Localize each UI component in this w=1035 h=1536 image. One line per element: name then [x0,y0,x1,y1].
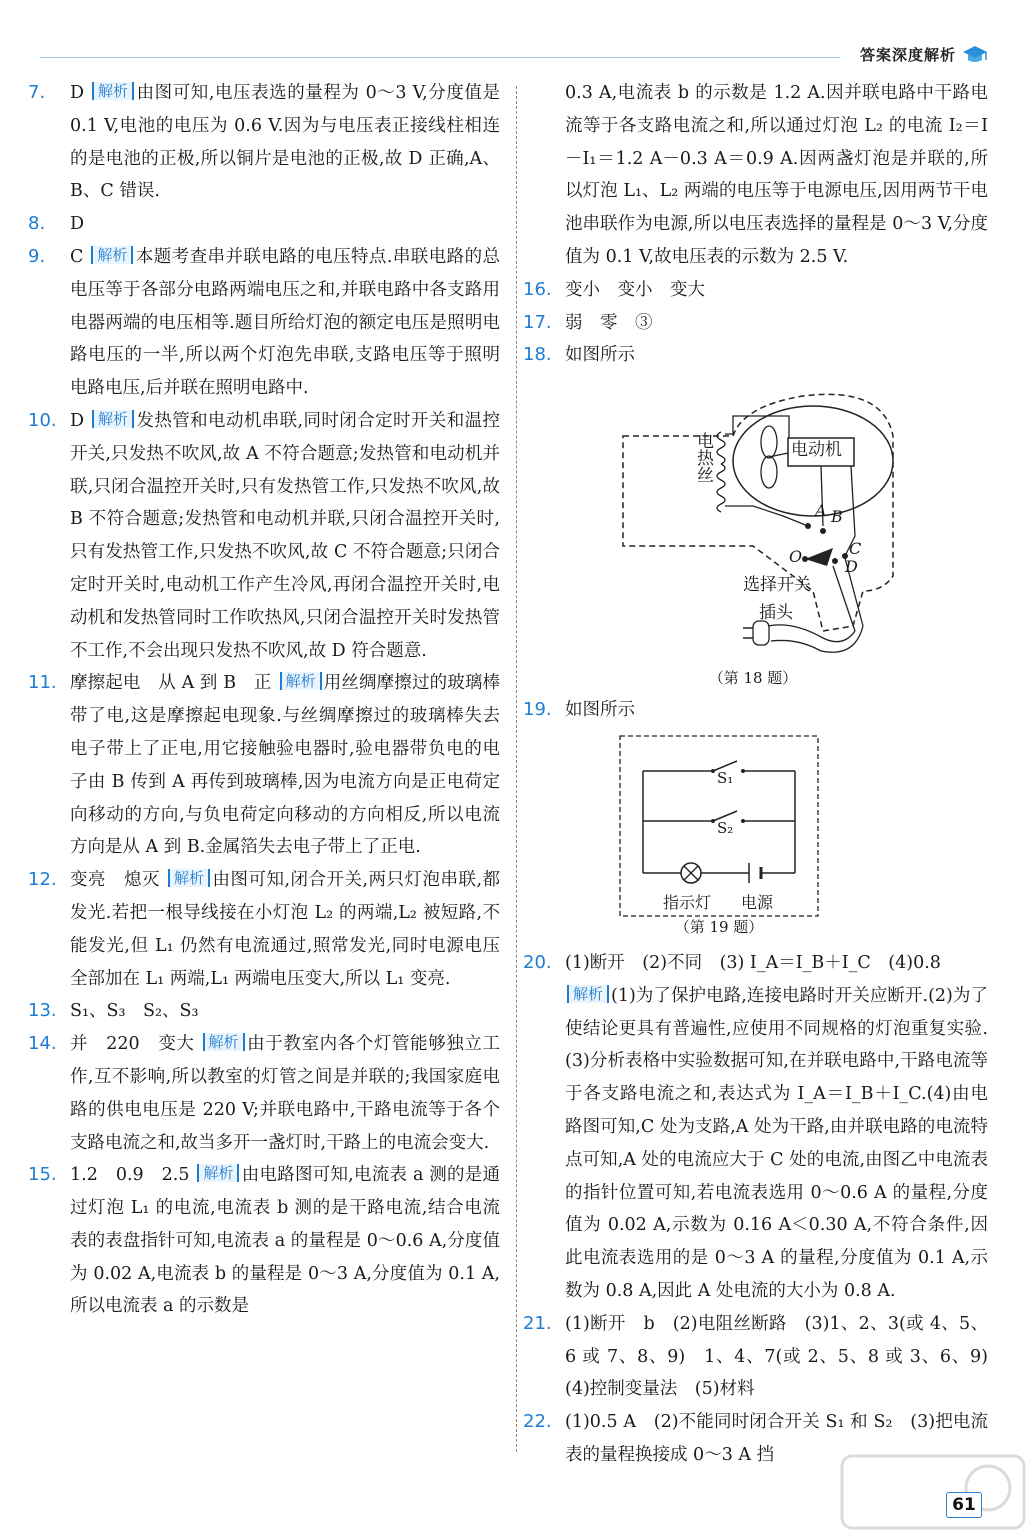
question-number: 15. [28,1164,57,1186]
analysis-text: 由电路图可知,电流表 a 测的是通过灯泡 L₁ 的电流,电流表 b 测的是干路电流,结合电流表的表盘指针可知,电流表 a 的量程是 0～0.6 A,分度值为 0.02 A,电流表 b 的量程是 0～3 A,分度值为 0.1 A,所以电流表 a 的示数是 [70,1165,500,1317]
question-number: 13. [28,1000,57,1022]
answer-text: D [70,214,85,235]
column-divider [516,86,517,1452]
hair-dryer-diagram [593,376,913,666]
graduation-cap-icon [962,44,988,66]
analysis-text: 本题考查串并联电路的电压特点.串联电路的总电压等于各部分电路两端电压之和,并联电路中各支路用电器两端的电压相等.题目所给灯泡的额定电压是照明电路电压的一半,所以两个灯泡先串联,支路电压等于照明电路电压,后并联在照明电路中. [70,246,500,399]
s2-label: S₂ [717,818,734,837]
plug-label: 插头 [759,603,793,624]
analysis-tag: 解析 [92,410,134,428]
question-number: 19. [523,699,552,721]
answer-text: 摩擦起电 从 A 到 B 正 [70,673,272,694]
analysis-tag: 解析 [197,1164,239,1182]
label-A: A [815,501,827,521]
page-number: 61 [946,1492,982,1518]
answer-item-13 [28,995,500,1028]
analysis-text: 0.3 A,电流表 b 的示数是 1.2 A.因并联电路中干路电流等于各支路电流之和,所以通过灯泡 L₂ 的电流 I₂＝I－I₁＝1.2 A－0.3 A＝0.9 A.因两盏灯泡是并联的,所以灯泡 L₁、L₂ 两端的电压等于电源电压,因用两节干电池串联作为电源,所以电压表选择的量程是 0～3 V,分度值为 0.1 V,故电压表的示数为 2.5 V. [565,83,988,267]
question-number: 18. [523,344,552,366]
answer-text: 并 220 变大 [70,1034,195,1055]
answer-item-16 [523,274,988,307]
label-D: D [845,557,858,577]
answer-text: 变亮 熄灭 [70,870,160,891]
answer-item-18 [523,339,988,372]
question-number: 12. [28,869,57,891]
label-B: B [831,507,843,527]
lamp-label: 指示灯 [663,892,712,912]
answer-item-15-continued [523,77,988,274]
figure-18 [593,376,988,688]
question-number: 10. [28,409,57,431]
label-C: C [849,539,862,559]
left-column [28,77,500,1323]
analysis-text: 发热管和电动机串联,同时闭合定时开关和温控开关,只发热不吹风,故 A 不符合题意;发热管和电动机并联,只闭合温控开关时,只有发热管工作,只发热不吹风,故 B 不符合题意;发热管和电动机并联,只闭合温控开关时,只有发热管工作,只发热不吹风,故 C 不符合题意;只闭合定时开关时,电动机工作产生冷风,再闭合温控开关时,电动机和发热管同时工作吹热风,只闭合温控开关时发热管不工作,不会出现只发热不吹风,故 D 符合题意. [70,410,500,661]
source-label: 电源 [741,892,774,912]
answer-text: 如图所示 [565,700,635,721]
answer-text: 变小 变小 变大 [565,279,705,300]
right-column [523,77,1006,1472]
analysis-tag: 解析 [203,1033,245,1051]
answer-text: (1)断开 (2)不同 (3) I_A＝I_B＋I_C (4)0.8 [565,952,941,973]
analysis-text: (1)为了保护电路,连接电路时开关应断开.(2)为了使结论更具有普遍性,应使用不同规格的灯泡重复实验.(3)分析表格中实验数据可知,在并联电路中,干路电流等于各支路电流之和,表达式为 I_A＝I_B＋I_C.(4)由电路图可知,C 处为支路,A 处为干路,由并联电路的电流特点可知,A 处的电流应大于 C 处的电流,由图乙中电流表的指针位置可知,若电流表选用 0～0.6 A 的量程,分度值为 0.02 A,示数为 0.16 A＜0.30 A,不符合条件,因此电流表选用的是 0～3 A 的量程,分度值为 0.1 A,示数为 0.8 A,因此 A 处电流的大小为 0.8 A. [565,985,988,1301]
question-number: 20. [523,951,552,973]
question-number: 17. [523,311,552,333]
analysis-tag: 解析 [280,672,322,690]
question-number: 7. [28,82,46,103]
question-number: 21. [523,1312,552,1334]
analysis-tag: 解析 [168,869,210,887]
analysis-tag: 解析 [92,82,134,100]
analysis-tag: 解析 [91,246,133,264]
answer-text: 如图所示 [565,345,635,366]
label-O: O [789,547,803,567]
answer-text: 1.2 0.9 2.5 [70,1165,190,1186]
header-title: 答案深度解析 [860,46,957,64]
figure-18-caption: （第 18 题） [708,669,798,688]
answer-item-20 [523,947,988,1308]
watermark-logo [838,1452,1028,1532]
analysis-tag: 解析 [567,985,609,1003]
answer-item-17 [523,307,988,340]
answer-item-15 [28,1159,500,1323]
answer-item-7 [28,77,500,208]
analysis-text: 由图可知,电压表选的量程为 0～3 V,分度值是 0.1 V,电池的电压为 0.6 V.因为与电压表正接线柱相连的是电池的正极,所以铜片是电池的正极,故 D 正确,A、B、C 错误. [70,83,500,202]
analysis-text: 由图可知,闭合开关,两只灯泡串联,都发光.若把一根导线接在小灯泡 L₂ 的两端,L₂ 被短路,不能发光,但 L₁ 仍然有电流通过,照常发光,同时电源电压全部加在 L₁ 两端,L₁ 两端电压变大,所以 L₁ 变亮. [70,870,501,989]
question-number: 22. [523,1411,552,1433]
s1-label: S₁ [717,768,734,787]
answer-text: S₁、S₃ S₂、S₃ [70,1001,199,1022]
answer-text: C [70,246,84,267]
answer-text: 弱 零 ③ [565,312,653,333]
motor-label: 电动机 [791,440,842,461]
answer-item-14 [28,1028,500,1159]
answer-text: D [70,83,85,103]
answer-item-10 [28,405,500,667]
analysis-text: 由于教室内各个灯管能够独立工作,互不影响,所以教室的灯管之间是并联的;我国家庭电路的供电电压是 220 V;并联电路中,干路电流等于各个支路电流之和,故当多开一盏灯时,干路上的电流会变大. [70,1034,501,1153]
question-number: 16. [523,278,552,300]
answer-item-21 [523,1308,1006,1406]
answer-item-8 [28,208,500,241]
answer-text: (1)断开 b (2)电阻丝断路 (3)1、2、3(或 4、5、6 或 7、8、9) 1、4、7(或 2、5、8 或 3、6、9) (4)控制变量法 (5)材料 [565,1313,1006,1400]
question-number: 8. [28,213,46,235]
figure-19 [619,735,988,937]
answer-item-12 [28,864,500,995]
analysis-text: 用丝绸摩擦过的玻璃棒带了电,这是摩擦起电现象.与丝绸摩擦过的玻璃棒失去电子带上了正电,用它接触验电器时,验电器带负电的电子由 B 传到 A 再传到玻璃棒,因为电流方向是正电荷定向移动的方向,与负电荷定向移动的方向相反,所以电流方向是从 A 到 B.金属箔失去电子带上了正电. [70,673,501,858]
question-number: 9. [28,245,46,267]
question-number: 11. [28,672,57,694]
answer-item-11 [28,667,500,864]
answer-item-19 [523,694,988,727]
question-number: 14. [28,1033,57,1055]
answer-text: (1)0.5 A (2)不能同时闭合开关 S₁ 和 S₂ (3)把电流表的量程换接成 0～3 A 挡 [565,1412,988,1465]
answer-text: D [70,410,85,431]
figure-19-caption: （第 19 题） [674,917,764,936]
switch-label: 选择开关 [743,575,811,596]
heater-label: 电热丝 [693,432,713,484]
header-rule [40,57,840,58]
answer-item-9 [28,241,500,405]
